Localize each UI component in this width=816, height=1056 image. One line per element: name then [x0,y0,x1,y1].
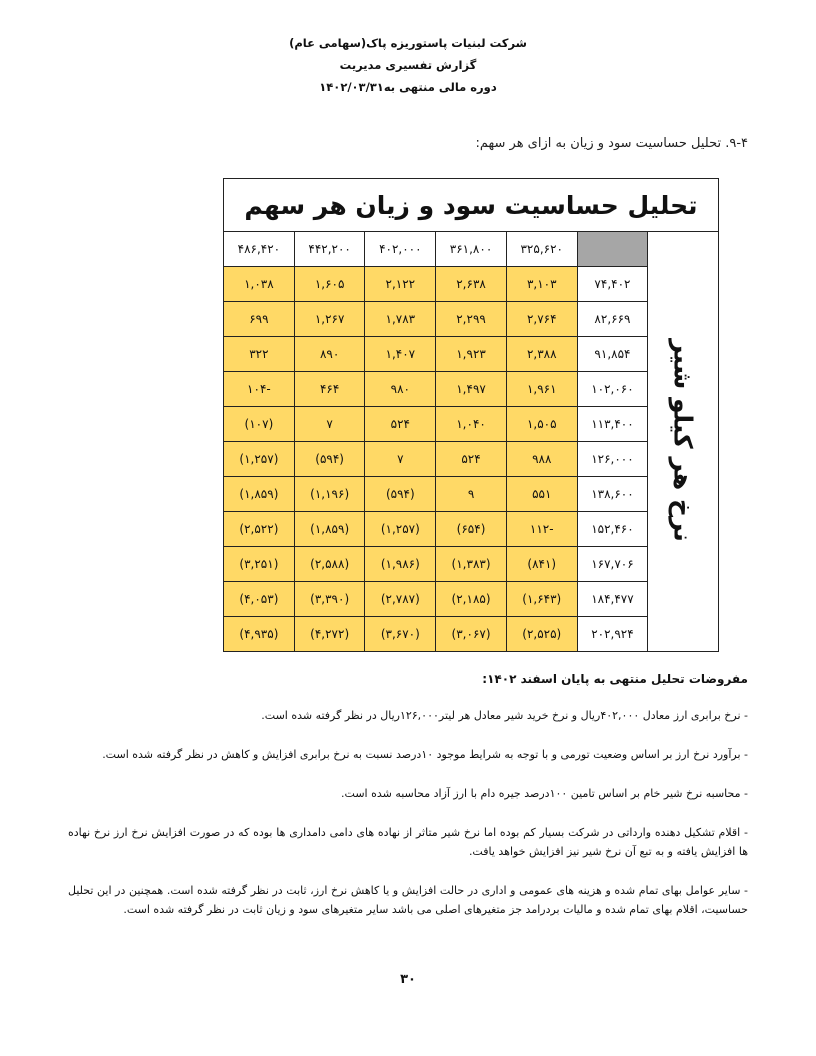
assumption-note: - نرخ برابری ارز معادل ۴۰۲,۰۰۰ریال و نرخ خرید شیر معادل هر لیتر۱۲۶,۰۰۰ریال در نظر گرفته شده است. [261,709,748,722]
assumption-note: - محاسبه نرخ شیر خام بر اساس تامین ۱۰۰درصد جیره دام با ارز آزاد محاسبه شده است. [341,787,748,800]
table-cell: ۱,۰۴۰ [436,407,507,442]
table-row [224,512,719,547]
table-cell: (۱,۱۹۶) [294,477,365,512]
table-cell: (۳,۲۵۱) [224,547,295,582]
table-cell: (۴,۹۳۵) [224,617,295,652]
table-row [224,302,719,337]
table-cell: ۲,۱۲۲ [365,267,436,302]
table-title: تحلیل حساسیت سود و زیان هر سهم [224,179,719,232]
table-cell: ۲,۶۳۸ [436,267,507,302]
row-header: ۱۲۶,۰۰۰ [577,442,648,477]
assumptions-title: مفروضات تحلیل منتهی به پایان اسفند ۱۴۰۲: [482,672,748,686]
table-cell: (۵۹۴) [365,477,436,512]
row-header: ۱۰۲,۰۶۰ [577,372,648,407]
table-cell: ۵۲۴ [436,442,507,477]
table-cell: (۳,۳۹۰) [294,582,365,617]
table-cell: ۷ [365,442,436,477]
table-cell: (۲,۱۸۵) [436,582,507,617]
row-header: ۷۴,۴۰۲ [577,267,648,302]
assumption-note: - اقلام تشکیل دهنده وارداتی در شرکت بسیار کم بوده اما نرخ شیر متاثر از نهاده های دامی دامداری ها بوده که در صورت افزایش نرخ ارز نرخ نهاده ها افزایش یافته و به تبع آن نرخ شیر نیز افزایش خواهد یافت. [68,826,748,858]
table-cell: ۷ [294,407,365,442]
table-cell: (۱,۲۵۷) [365,512,436,547]
page-number: ۳۰ [400,972,416,987]
table-cell: ۱,۴۹۷ [436,372,507,407]
table-cell: ۳۲۲ [224,337,295,372]
table-cell: ۹۸۸ [506,442,577,477]
row-header: ۱۳۸,۶۰۰ [577,477,648,512]
column-header: ۴۰۲,۰۰۰ [365,232,436,267]
corner-cell [577,232,648,267]
table-cell: (۲,۵۲۵) [506,617,577,652]
column-header: ۳۲۵,۶۲۰ [506,232,577,267]
table-cell: ۲,۷۶۴ [506,302,577,337]
row-header: ۹۱,۸۵۴ [577,337,648,372]
row-header: ۱۵۲,۴۶۰ [577,512,648,547]
column-header: ۳۶۱,۸۰۰ [436,232,507,267]
table-cell: ۱,۹۶۱ [506,372,577,407]
report-period: دوره مالی منتهی به۱۴۰۲/۰۳/۳۱ [319,80,497,94]
table-cell: (۱,۸۵۹) [224,477,295,512]
table-row [224,407,719,442]
table-cell: ۱,۴۰۷ [365,337,436,372]
row-header: ۲۰۲,۹۲۴ [577,617,648,652]
table-cell: -۱۰۴ [224,372,295,407]
table-cell: (۲,۵۲۲) [224,512,295,547]
table-cell: ۳,۱۰۳ [506,267,577,302]
row-header: ۱۶۷,۷۰۶ [577,547,648,582]
column-header-row [224,232,719,267]
assumption-note: - سایر عوامل بهای تمام شده و هزینه های عمومی و اداری در حالت افزایش و یا کاهش نرخ ارز، ثابت در نظر گرفته شده است. همچنین در این تحلیل حساسیت، اقلام بهای تمام شده و مالیات بردرامد جز متغیرهای اصلی می باشد سایر متغیرهای سود و زیان ثابت در نظر گرفته شده است. [68,884,748,916]
report-header [0,32,816,98]
table-cell: (۶۵۴) [436,512,507,547]
table-cell: (۳,۶۷۰) [365,617,436,652]
row-axis-label-text: نرخ هر کیلو شیر [668,338,698,542]
column-header: ۴۴۲,۲۰۰ [294,232,365,267]
table-cell: ۹۸۰ [365,372,436,407]
table-cell: (۱,۲۵۷) [224,442,295,477]
sensitivity-table [223,178,719,652]
report-name: گزارش تفسیری مدیریت [339,58,477,72]
table-row [224,372,719,407]
table-cell: (۲,۵۸۸) [294,547,365,582]
table-row [224,267,719,302]
table-cell: ۵۲۴ [365,407,436,442]
row-axis-label [648,232,719,652]
row-header: ۱۱۳,۴۰۰ [577,407,648,442]
table-cell: ۵۵۱ [506,477,577,512]
table-cell: ۱,۹۲۳ [436,337,507,372]
table-cell: (۳,۰۶۷) [436,617,507,652]
table-cell: ۹ [436,477,507,512]
table-cell: (۴,۲۷۲) [294,617,365,652]
table-cell: (۱,۸۵۹) [294,512,365,547]
section-title: ۹-۴. تحلیل حساسیت سود و زیان به ازای هر سهم: [475,136,748,151]
table-cell: ۲,۲۹۹ [436,302,507,337]
table-row [224,442,719,477]
table-cell: (۱۰۷) [224,407,295,442]
table-cell: ۱,۲۶۷ [294,302,365,337]
table-cell: (۵۹۴) [294,442,365,477]
table-cell: ۱,۰۳۸ [224,267,295,302]
table-cell: (۴,۰۵۳) [224,582,295,617]
column-header: ۴۸۶,۴۲۰ [224,232,295,267]
table-cell: (۸۴۱) [506,547,577,582]
table-cell: ۱,۶۰۵ [294,267,365,302]
table-row [224,477,719,512]
table-cell: -۱۱۲ [506,512,577,547]
row-header: ۱۸۴,۴۷۷ [577,582,648,617]
table-cell: ۱,۵۰۵ [506,407,577,442]
table-cell: (۱,۶۴۳) [506,582,577,617]
assumption-note: - برآورد نرخ ارز بر اساس وضعیت تورمی و با توجه به شرایط موجود ۱۰درصد نسبت به نرخ برابری افزایش و کاهش در نظر گرفته شده است. [102,748,748,761]
table-row [224,582,719,617]
table-cell: (۲,۷۸۷) [365,582,436,617]
table-cell: ۱,۷۸۳ [365,302,436,337]
table-cell: ۸۹۰ [294,337,365,372]
row-header: ۸۲,۶۶۹ [577,302,648,337]
table-row [224,337,719,372]
assumption-notes [68,706,748,939]
table-cell: (۱,۳۸۳) [436,547,507,582]
table-row [224,617,719,652]
company-name: شرکت لبنیات پاستوریزه پاک(سهامی عام) [289,36,527,50]
table-cell: ۲,۳۸۸ [506,337,577,372]
table-row [224,547,719,582]
table-cell: ۶۹۹ [224,302,295,337]
table-cell: ۴۶۴ [294,372,365,407]
table-cell: (۱,۹۸۶) [365,547,436,582]
